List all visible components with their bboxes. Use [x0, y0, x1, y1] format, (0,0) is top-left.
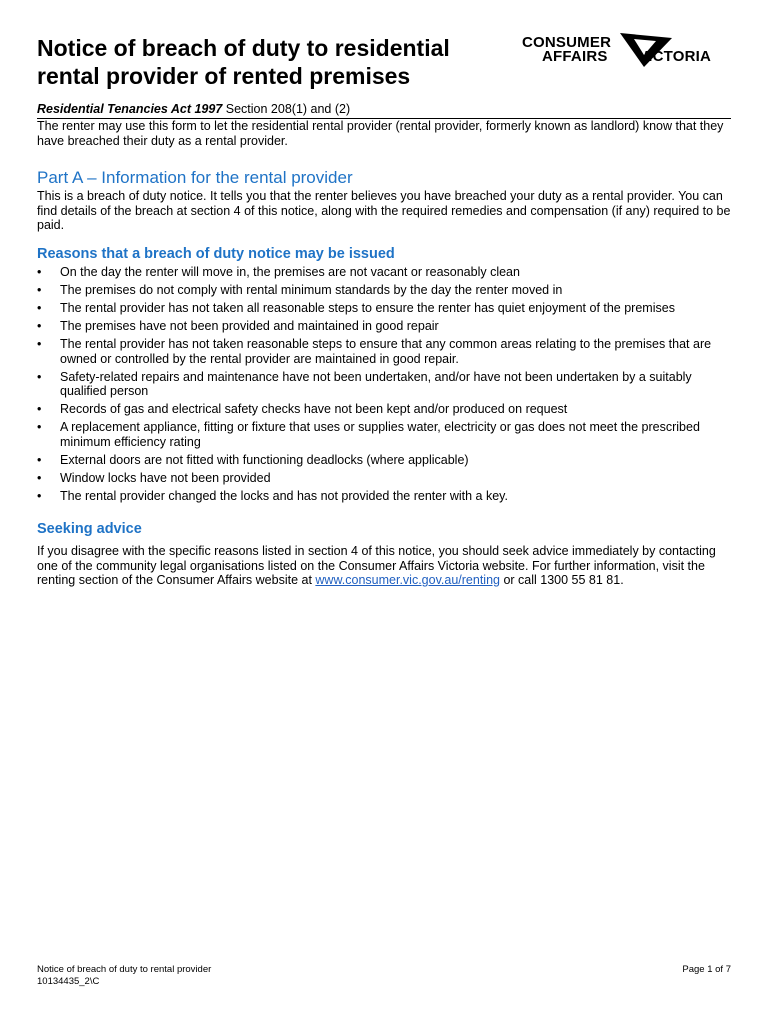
footer-doc-title: Notice of breach of duty to rental provider — [37, 964, 212, 975]
bullet-icon: • — [37, 488, 42, 503]
bullet-icon: • — [37, 301, 42, 315]
consumer-affairs-victoria-logo — [520, 34, 720, 66]
list-item-text: A replacement appliance, fitting or fixture that uses or supplies water, electricity or gas does not meet the prescribed minimum efficiency rating — [60, 420, 700, 449]
list-item — [37, 471, 731, 486]
list-item-text: The rental provider has not taken reasonable steps to ensure that any common areas relating to the premises that are owned or controlled by the rental provider are maintained in good repair. — [60, 337, 712, 366]
list-item — [37, 319, 731, 334]
list-item — [37, 265, 731, 280]
list-item-text: The rental provider has not taken all reasonable steps to ensure the renter has quiet enjoyment of the premises — [60, 301, 675, 315]
advice-text-before: If you disagree with the specific reasons listed in section 4 of this notice, you should seek advice immediately by contacting one of the community legal organisations listed on the Consumer Affairs Victoria website. For further information, visit the renting section of the Consumer Affairs website at — [37, 544, 716, 587]
logo-line-3: VICTORIA — [638, 48, 711, 65]
list-item — [37, 283, 731, 298]
reasons-heading: Reasons that a breach of duty notice may be issued — [37, 246, 395, 262]
list-item — [37, 370, 731, 399]
act-section: Section 208(1) and (2) — [222, 102, 351, 116]
bullet-icon: • — [37, 319, 42, 333]
bullet-icon: • — [37, 402, 42, 416]
list-item-text: Safety-related repairs and maintenance have not been undertaken, and/or have not been undertaken by a suitably qualified person — [60, 369, 692, 398]
list-item — [37, 301, 731, 316]
list-item — [37, 402, 731, 417]
list-item — [37, 489, 731, 504]
act-reference — [37, 102, 731, 117]
list-item — [37, 337, 731, 366]
bullet-icon: • — [37, 283, 42, 297]
title-line-1: Notice of breach of duty to residential — [37, 35, 450, 61]
footer-doc-code: 10134435_2\C — [37, 976, 100, 987]
page-number: Page 1 of 7 — [682, 964, 731, 975]
logo-line-2: AFFAIRS — [542, 48, 608, 65]
list-item-text: The rental provider changed the locks and has not provided the renter with a key. — [60, 488, 508, 503]
list-item — [37, 453, 731, 468]
title-line-2: rental provider of rented premises — [37, 63, 411, 89]
advice-text-after: or call 1300 55 81 81. — [499, 573, 624, 587]
list-item-text: Records of gas and electrical safety checks have not been kept and/or produced on request — [60, 402, 568, 416]
list-item-text: On the day the renter will move in, the premises are not vacant or reasonably clean — [60, 265, 520, 279]
footer-document-info — [37, 964, 211, 988]
part-a-text: This is a breach of duty notice. It tells you that the renter believes you have breached your duty as a rental provider. You can find details of the breach at section 4 of this notice, along with the required remedies and compensation (if any) required to be paid. — [37, 189, 731, 232]
list-item-text: External doors are not fitted with functioning deadlocks (where applicable) — [60, 452, 469, 467]
bullet-icon: • — [37, 337, 42, 351]
seeking-advice-text — [37, 544, 731, 588]
page-title — [37, 34, 517, 90]
intro-text: The renter may use this form to let the residential rental provider (rental provider, formerly known as landlord) know that they have breached their duty as a rental provider. — [37, 119, 724, 148]
bullet-icon: • — [37, 369, 42, 384]
seeking-advice-heading: Seeking advice — [37, 521, 142, 537]
list-item — [37, 420, 731, 449]
bullet-icon: • — [37, 265, 42, 279]
renting-website-link[interactable]: www.consumer.vic.gov.au/renting — [315, 573, 500, 587]
list-item-text: Window locks have not been provided — [60, 470, 271, 485]
list-item-text: The premises have not been provided and maintained in good repair — [60, 319, 439, 333]
logo-line-1: CONSUMER — [522, 34, 612, 51]
bullet-icon: • — [37, 420, 42, 434]
list-item-text: The premises do not comply with rental minimum standards by the day the renter moved in — [60, 283, 563, 297]
reasons-list — [37, 265, 731, 507]
act-name: Residential Tenancies Act 1997 — [37, 102, 223, 116]
bullet-icon: • — [37, 470, 42, 485]
bullet-icon: • — [37, 452, 42, 467]
part-a-heading: Part A – Information for the rental provider — [37, 168, 353, 187]
